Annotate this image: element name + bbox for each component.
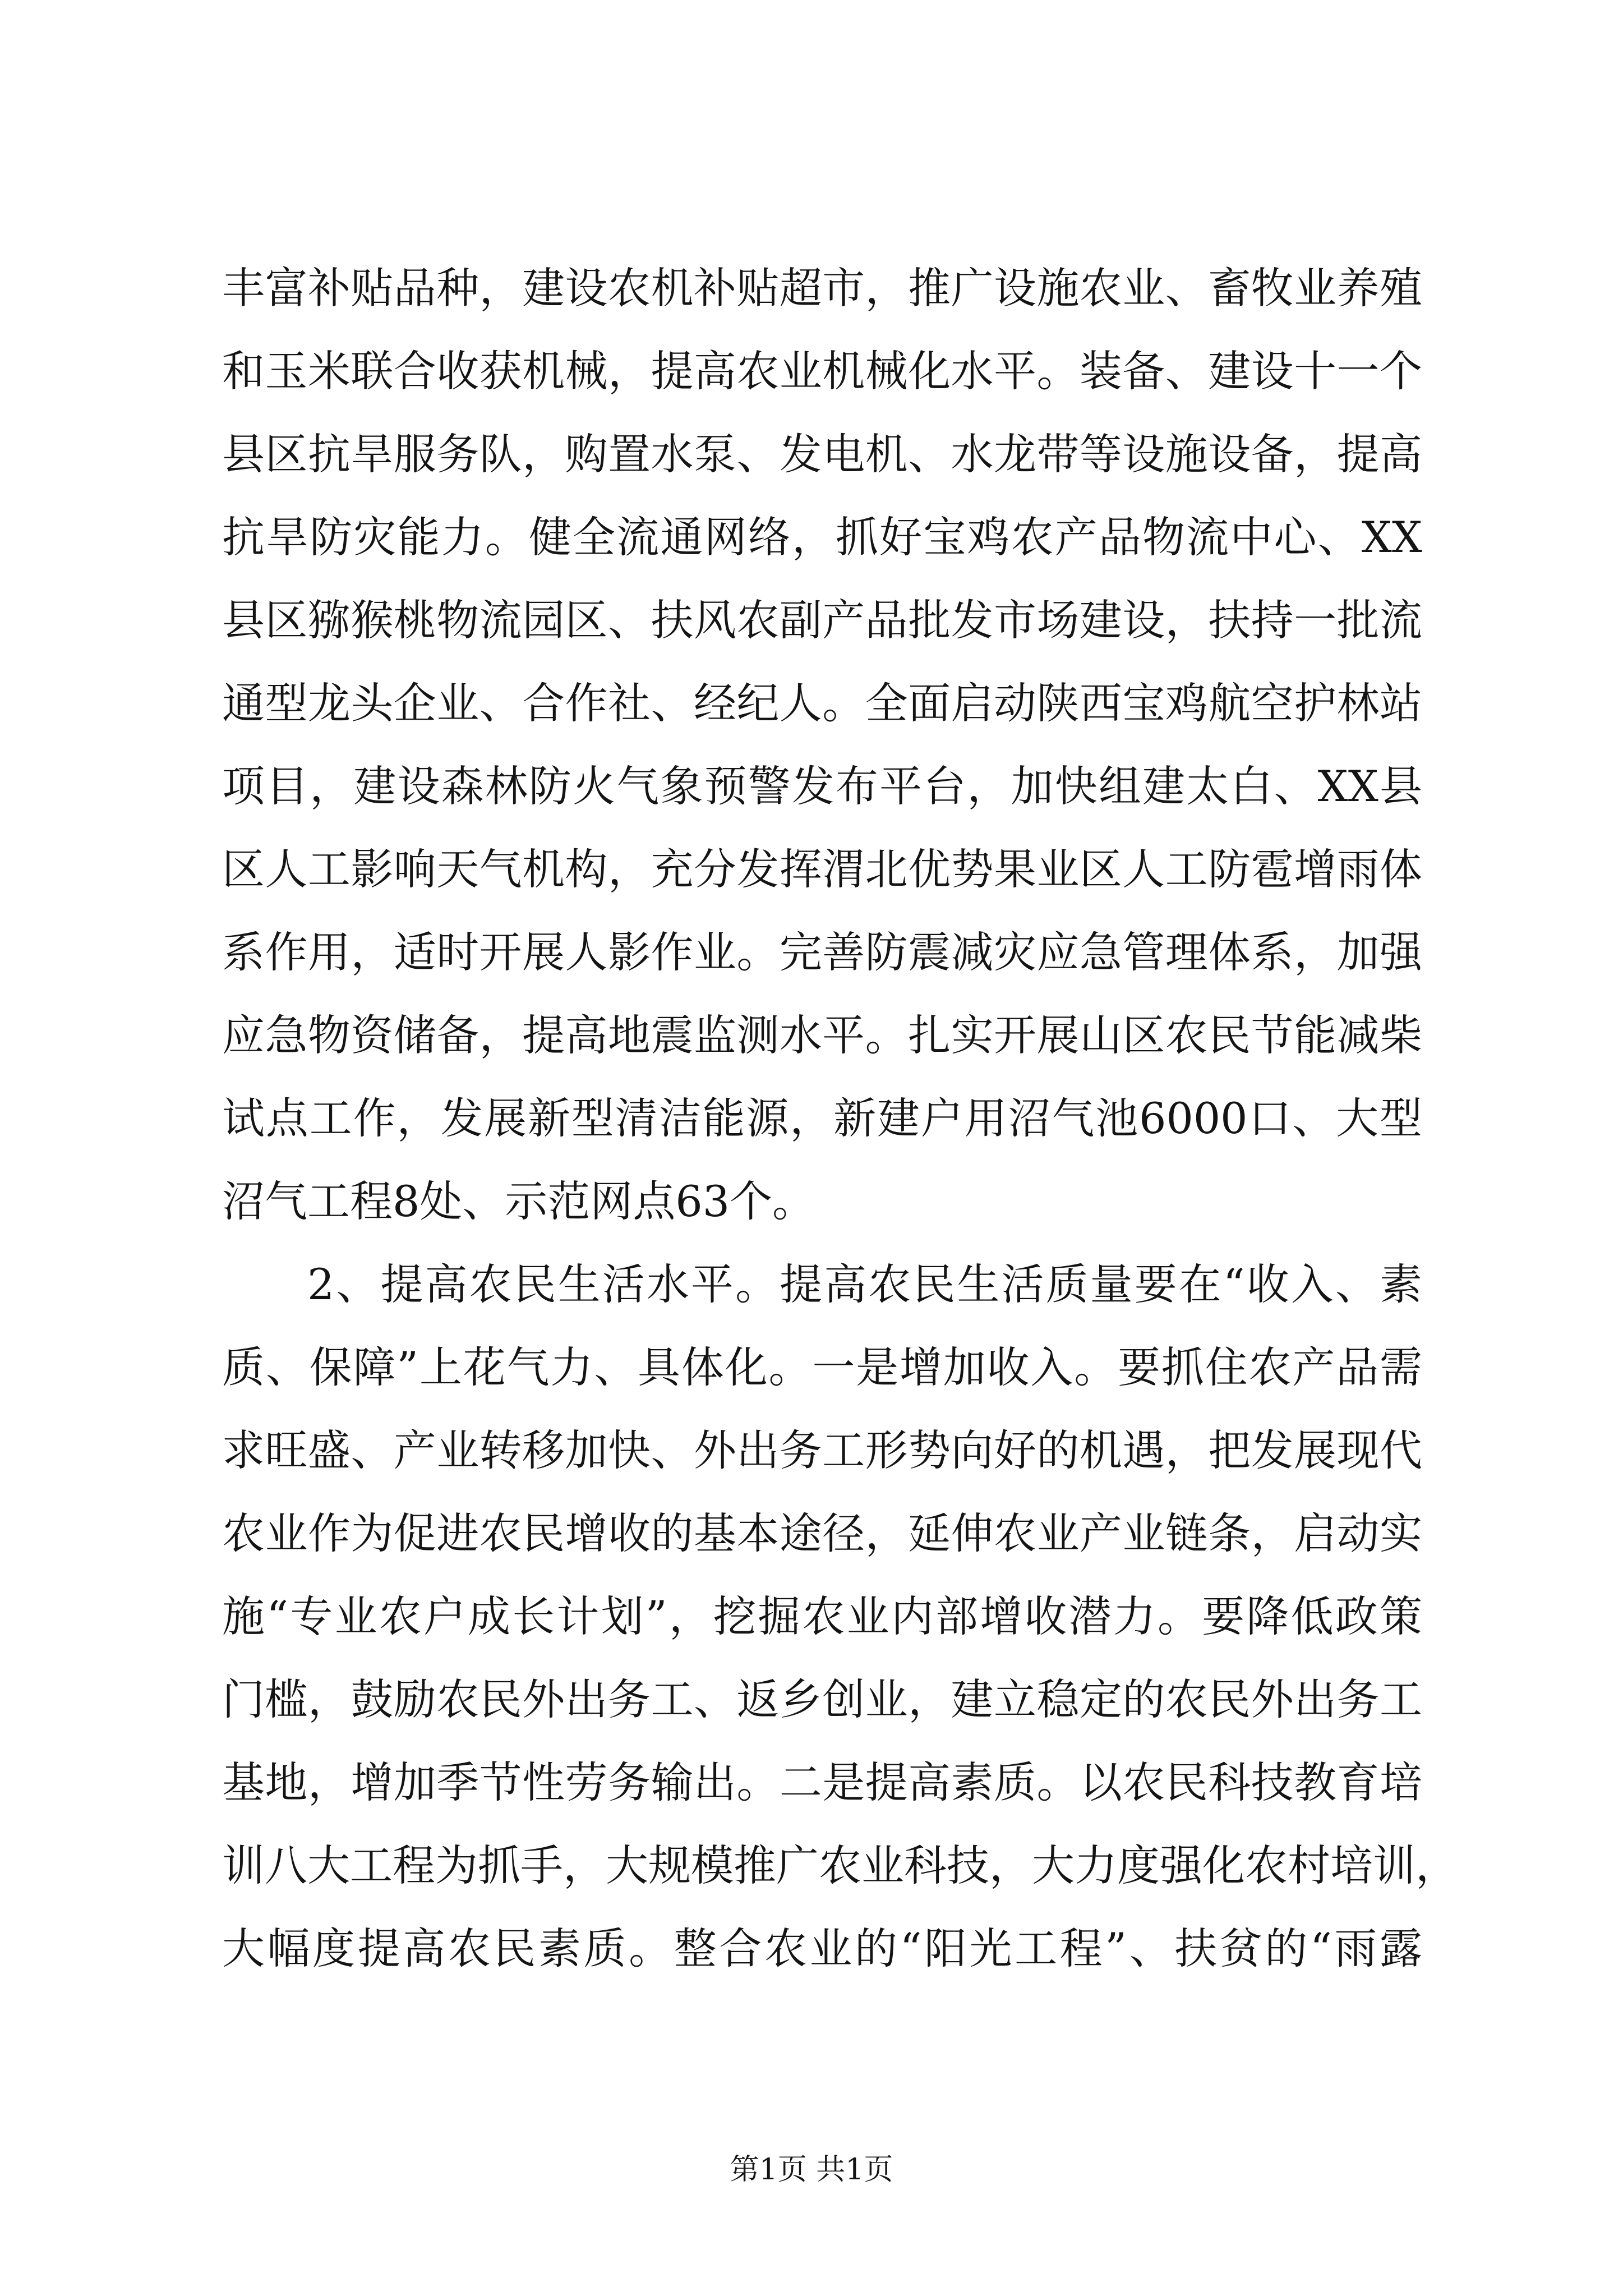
text-line: 县区猕猴桃物流园区、扶风农副产品批发市场建设，扶持一批流: [222, 595, 1422, 645]
text-line: 质、保障”上花气力、具体化。一是增加收入。要抓住农产品需: [222, 1342, 1422, 1392]
text-line: 抗旱防灾能力。健全流通网络，抓好宝鸡农产品物流中心、XX: [222, 512, 1422, 562]
text-line: 求旺盛、产业转移加快、外出务工形势向好的机遇，把发展现代: [222, 1425, 1422, 1475]
text-line: 丰富补贴品种，建设农机补贴超市，推广设施农业、畜牧业养殖: [222, 263, 1422, 313]
text-line: 门槛，鼓励农民外出务工、返乡创业，建立稳定的农民外出务工: [222, 1674, 1422, 1724]
body-text: [222, 247, 1458, 1990]
text-line: 应急物资储备，提高地震监测水平。扎实开展山区农民节能减柴: [222, 1010, 1422, 1060]
text-line: 通型龙头企业、合作社、经纪人。全面启动陕西宝鸡航空护林站: [222, 678, 1422, 728]
page-footer: 第1页 共1页: [730, 2153, 893, 2187]
text-line: 大幅度提高农民素质。整合农业的“阳光工程”、扶贫的“雨露: [222, 1924, 1422, 1973]
text-line: 系作用，适时开展人影作业。完善防震减灾应急管理体系，加强: [222, 927, 1422, 977]
text-line: 县区抗旱服务队，购置水泵、发电机、水龙带等设施设备，提高: [222, 429, 1422, 479]
text-line: 试点工作，发展新型清洁能源，新建户用沼气池6000口、大型: [222, 1093, 1422, 1143]
text-line: 农业作为促进农民增收的基本途径，延伸农业产业链条，启动实: [222, 1508, 1422, 1558]
text-line: 区人工影响天气机构，充分发挥渭北优势果业区人工防雹增雨体: [222, 844, 1422, 894]
text-line: 项目，建设森林防火气象预警发布平台，加快组建太白、XX县: [222, 761, 1422, 811]
text-line: 基地，增加季节性劳务输出。二是提高素质。以农民科技教育培: [222, 1757, 1422, 1807]
text-line: 训八大工程为抓手，大规模推广农业科技，大力度强化农村培训，: [222, 1841, 1458, 1890]
text-line: 沼气工程8处、示范网点63个。: [222, 1176, 815, 1226]
text-line: 2、提高农民生活水平。提高农民生活质量要在“收入、素: [307, 1259, 1422, 1309]
text-line: 施“专业农户成长计划”，挖掘农业内部增收潜力。要降低政策: [222, 1591, 1422, 1641]
text-line: 和玉米联合收获机械，提高农业机械化水平。装备、建设十一个: [222, 346, 1422, 396]
